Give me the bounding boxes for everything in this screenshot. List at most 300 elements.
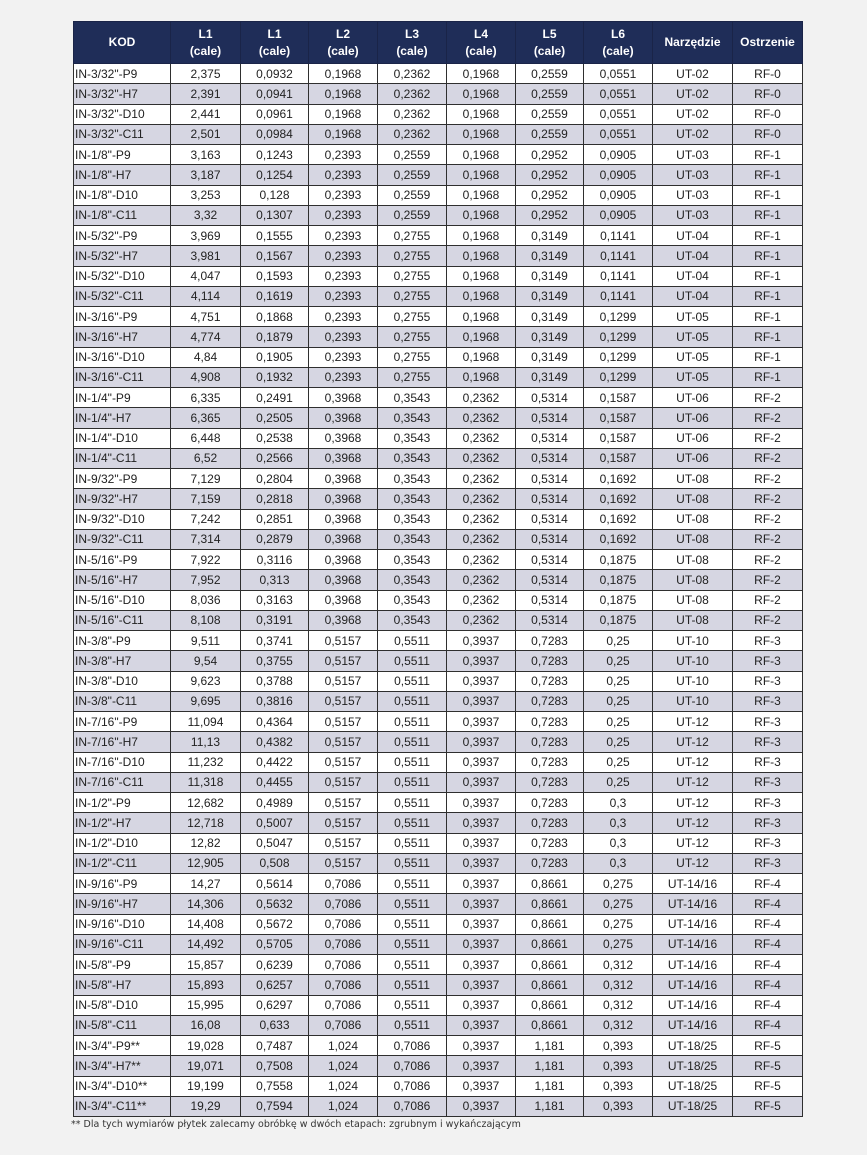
- column-header-label: Ostrzenie: [740, 35, 795, 49]
- cell-code: IN-1/4"-D10: [74, 428, 171, 448]
- table-cell: UT-02: [653, 64, 733, 84]
- table-cell: 7,242: [171, 509, 241, 529]
- table-cell: 0,1299: [584, 347, 653, 367]
- table-cell: 0,7086: [309, 894, 378, 914]
- table-cell: 0,3937: [447, 934, 516, 954]
- table-cell: RF-2: [733, 388, 803, 408]
- table-cell: 0,3968: [309, 408, 378, 428]
- table-cell: 9,695: [171, 691, 241, 711]
- column-header-2: [241, 22, 309, 64]
- table-cell: RF-1: [733, 327, 803, 347]
- cell-code: IN-1/4"-C11: [74, 448, 171, 468]
- table-cell: 1,024: [309, 1096, 378, 1116]
- table-cell: RF-1: [733, 286, 803, 306]
- table-cell: 0,3937: [447, 914, 516, 934]
- table-cell: 0,2393: [309, 165, 378, 185]
- column-header-label: L1: [198, 26, 213, 41]
- table-cell: RF-2: [733, 550, 803, 570]
- table-cell: RF-2: [733, 570, 803, 590]
- table-cell: RF-2: [733, 489, 803, 509]
- table-cell: 0,3937: [447, 651, 516, 671]
- cell-code: IN-1/8"-H7: [74, 165, 171, 185]
- table-cell: 0,5614: [241, 874, 309, 894]
- cell-code: IN-3/8"-D10: [74, 671, 171, 691]
- cell-code: IN-5/16"-D10: [74, 590, 171, 610]
- cell-code: IN-3/4"-P9**: [74, 1036, 171, 1056]
- table-cell: 0,8661: [516, 1015, 584, 1035]
- table-cell: 2,501: [171, 124, 241, 144]
- table-row: [74, 388, 803, 408]
- table-cell: 12,718: [171, 813, 241, 833]
- table-cell: 2,391: [171, 84, 241, 104]
- table-cell: 9,623: [171, 671, 241, 691]
- table-cell: 3,163: [171, 145, 241, 165]
- table-cell: RF-4: [733, 914, 803, 934]
- table-cell: 1,181: [516, 1036, 584, 1056]
- table-cell: 0,7283: [516, 631, 584, 651]
- table-cell: 11,094: [171, 712, 241, 732]
- table-cell: 6,448: [171, 428, 241, 448]
- table-cell: RF-2: [733, 428, 803, 448]
- cell-code: IN-3/4"-H7**: [74, 1056, 171, 1076]
- table-cell: 0,5632: [241, 894, 309, 914]
- table-cell: RF-2: [733, 529, 803, 549]
- table-cell: 0,312: [584, 955, 653, 975]
- table-cell: 0,5157: [309, 772, 378, 792]
- column-header-unit: (cale): [465, 43, 497, 58]
- header-row: [74, 22, 803, 64]
- table-cell: 15,995: [171, 995, 241, 1015]
- table-cell: 0,25: [584, 712, 653, 732]
- table-cell: UT-04: [653, 286, 733, 306]
- table-row: [74, 570, 803, 590]
- table-cell: UT-10: [653, 651, 733, 671]
- table-row: [74, 813, 803, 833]
- table-cell: 0,1968: [447, 124, 516, 144]
- table-cell: 0,3968: [309, 388, 378, 408]
- table-cell: 0,2559: [378, 185, 447, 205]
- table-cell: 0,2362: [447, 489, 516, 509]
- table-cell: 0,2393: [309, 145, 378, 165]
- table-cell: RF-2: [733, 590, 803, 610]
- table-cell: 0,5157: [309, 691, 378, 711]
- table-cell: UT-12: [653, 752, 733, 772]
- table-cell: 0,4989: [241, 793, 309, 813]
- table-cell: 0,3937: [447, 833, 516, 853]
- table-cell: 2,375: [171, 64, 241, 84]
- table-cell: UT-02: [653, 84, 733, 104]
- table-cell: 0,3788: [241, 671, 309, 691]
- table-cell: 0,2393: [309, 367, 378, 387]
- table-cell: RF-3: [733, 853, 803, 873]
- table-row: [74, 651, 803, 671]
- table-cell: RF-3: [733, 793, 803, 813]
- table-cell: 0,2755: [378, 327, 447, 347]
- table-cell: 1,024: [309, 1076, 378, 1096]
- table-cell: RF-4: [733, 874, 803, 894]
- table-cell: 0,2505: [241, 408, 309, 428]
- table-cell: 0,7283: [516, 813, 584, 833]
- table-row: [74, 469, 803, 489]
- table-cell: 0,3937: [447, 874, 516, 894]
- table-cell: RF-4: [733, 955, 803, 975]
- table-cell: 4,84: [171, 347, 241, 367]
- table-cell: 0,2559: [378, 205, 447, 225]
- table-cell: 0,7558: [241, 1076, 309, 1096]
- table-cell: 12,905: [171, 853, 241, 873]
- table-cell: 0,8661: [516, 995, 584, 1015]
- table-cell: 0,2538: [241, 428, 309, 448]
- table-cell: UT-14/16: [653, 914, 733, 934]
- table-cell: 0,2393: [309, 286, 378, 306]
- table-cell: UT-02: [653, 104, 733, 124]
- table-cell: 0,5157: [309, 631, 378, 651]
- table-cell: UT-18/25: [653, 1036, 733, 1056]
- table-cell: 0,1968: [447, 226, 516, 246]
- table-row: [74, 712, 803, 732]
- table-cell: 0,0961: [241, 104, 309, 124]
- table-cell: 7,159: [171, 489, 241, 509]
- table-cell: 0,3: [584, 833, 653, 853]
- table-cell: 0,5511: [378, 671, 447, 691]
- cell-code: IN-1/4"-H7: [74, 408, 171, 428]
- table-cell: 1,024: [309, 1036, 378, 1056]
- table-cell: UT-06: [653, 408, 733, 428]
- table-cell: 1,181: [516, 1076, 584, 1096]
- table-cell: 0,3149: [516, 286, 584, 306]
- table-cell: RF-5: [733, 1096, 803, 1116]
- table-cell: RF-3: [733, 651, 803, 671]
- table-cell: 0,7086: [309, 934, 378, 954]
- table-cell: 0,2952: [516, 165, 584, 185]
- table-row: [74, 955, 803, 975]
- table-cell: 0,0905: [584, 165, 653, 185]
- table-cell: 0,3543: [378, 448, 447, 468]
- cell-code: IN-3/32"-D10: [74, 104, 171, 124]
- table-cell: 0,7283: [516, 671, 584, 691]
- table-cell: 0,7086: [309, 874, 378, 894]
- cell-code: IN-1/2"-D10: [74, 833, 171, 853]
- table-cell: UT-12: [653, 833, 733, 853]
- table-cell: 0,1299: [584, 367, 653, 387]
- table-cell: 0,2755: [378, 266, 447, 286]
- table-cell: RF-3: [733, 752, 803, 772]
- table-cell: 0,128: [241, 185, 309, 205]
- table-cell: 0,1692: [584, 469, 653, 489]
- table-cell: 0,3149: [516, 246, 584, 266]
- table-cell: 0,5157: [309, 813, 378, 833]
- table-cell: 0,7086: [309, 955, 378, 975]
- table-cell: 0,5314: [516, 469, 584, 489]
- table-cell: 6,52: [171, 448, 241, 468]
- table-cell: 0,3543: [378, 408, 447, 428]
- table-cell: 2,441: [171, 104, 241, 124]
- table-row: [74, 793, 803, 813]
- table-cell: 7,314: [171, 529, 241, 549]
- table-cell: UT-05: [653, 347, 733, 367]
- table-cell: 12,682: [171, 793, 241, 813]
- table-cell: 0,2362: [447, 590, 516, 610]
- table-cell: 0,5511: [378, 894, 447, 914]
- table-cell: UT-12: [653, 712, 733, 732]
- table-cell: 0,312: [584, 975, 653, 995]
- table-row: [74, 84, 803, 104]
- table-cell: 0,1141: [584, 286, 653, 306]
- table-cell: 0,25: [584, 772, 653, 792]
- table-cell: 0,1968: [447, 347, 516, 367]
- table-cell: 0,1968: [447, 84, 516, 104]
- table-cell: 0,4364: [241, 712, 309, 732]
- table-cell: RF-5: [733, 1056, 803, 1076]
- column-header-3: [309, 22, 378, 64]
- table-cell: 0,0551: [584, 104, 653, 124]
- table-cell: RF-1: [733, 246, 803, 266]
- table-cell: 0,7086: [309, 975, 378, 995]
- table-cell: RF-4: [733, 934, 803, 954]
- column-header-unit: (cale): [327, 43, 359, 58]
- table-cell: 0,0551: [584, 84, 653, 104]
- table-row: [74, 205, 803, 225]
- table-cell: 0,1905: [241, 347, 309, 367]
- table-cell: 0,2755: [378, 347, 447, 367]
- table-cell: 0,2362: [447, 509, 516, 529]
- table-cell: 0,3191: [241, 610, 309, 630]
- table-cell: 0,7086: [378, 1056, 447, 1076]
- table-cell: 0,1587: [584, 428, 653, 448]
- table-cell: 0,1692: [584, 509, 653, 529]
- table-cell: 0,5314: [516, 509, 584, 529]
- table-cell: 0,3163: [241, 590, 309, 610]
- table-cell: 0,1692: [584, 489, 653, 509]
- table-cell: 0,5157: [309, 853, 378, 873]
- table-cell: 0,1141: [584, 226, 653, 246]
- table-cell: 0,7508: [241, 1056, 309, 1076]
- table-cell: UT-06: [653, 388, 733, 408]
- table-row: [74, 165, 803, 185]
- table-cell: 0,2393: [309, 266, 378, 286]
- cell-code: IN-3/16"-H7: [74, 327, 171, 347]
- table-cell: 0,275: [584, 934, 653, 954]
- table-cell: 0,3937: [447, 1076, 516, 1096]
- column-header-4: [378, 22, 447, 64]
- table-row: [74, 853, 803, 873]
- table-cell: 0,5511: [378, 772, 447, 792]
- column-header-8: [653, 22, 733, 64]
- table-cell: 0,275: [584, 894, 653, 914]
- cell-code: IN-3/16"-P9: [74, 307, 171, 327]
- table-cell: 0,7086: [309, 914, 378, 934]
- table-cell: 0,3543: [378, 610, 447, 630]
- table-cell: 0,508: [241, 853, 309, 873]
- table-cell: 14,492: [171, 934, 241, 954]
- table-cell: 16,08: [171, 1015, 241, 1035]
- table-cell: 0,3543: [378, 570, 447, 590]
- cell-code: IN-9/16"-P9: [74, 874, 171, 894]
- dimensions-table-container: [73, 21, 802, 1117]
- table-cell: RF-0: [733, 124, 803, 144]
- table-row: [74, 489, 803, 509]
- table-cell: 0,3937: [447, 671, 516, 691]
- table-cell: 0,2362: [447, 388, 516, 408]
- table-cell: 0,3968: [309, 529, 378, 549]
- table-cell: RF-1: [733, 145, 803, 165]
- table-cell: RF-0: [733, 104, 803, 124]
- table-cell: RF-3: [733, 691, 803, 711]
- table-cell: 0,5705: [241, 934, 309, 954]
- table-cell: 0,1587: [584, 388, 653, 408]
- table-cell: 0,5157: [309, 732, 378, 752]
- table-cell: 0,5314: [516, 388, 584, 408]
- column-header-label: Narzędzie: [664, 35, 721, 49]
- table-cell: RF-3: [733, 671, 803, 691]
- cell-code: IN-1/4"-P9: [74, 388, 171, 408]
- table-cell: UT-14/16: [653, 934, 733, 954]
- table-cell: 0,313: [241, 570, 309, 590]
- table-cell: 0,2755: [378, 367, 447, 387]
- table-row: [74, 104, 803, 124]
- table-cell: 0,4422: [241, 752, 309, 772]
- table-cell: 0,3968: [309, 590, 378, 610]
- table-cell: RF-2: [733, 448, 803, 468]
- table-cell: RF-2: [733, 509, 803, 529]
- table-cell: UT-03: [653, 185, 733, 205]
- table-cell: 0,5157: [309, 793, 378, 813]
- table-cell: 0,633: [241, 1015, 309, 1035]
- table-cell: 0,3149: [516, 307, 584, 327]
- table-cell: 4,114: [171, 286, 241, 306]
- table-cell: 0,3937: [447, 1056, 516, 1076]
- table-cell: 9,54: [171, 651, 241, 671]
- table-cell: 0,393: [584, 1036, 653, 1056]
- cell-code: IN-3/32"-C11: [74, 124, 171, 144]
- table-cell: 0,1875: [584, 590, 653, 610]
- table-cell: 0,3937: [447, 1096, 516, 1116]
- table-cell: 0,5007: [241, 813, 309, 833]
- table-cell: 0,3937: [447, 975, 516, 995]
- table-cell: 0,1968: [447, 266, 516, 286]
- table-cell: 1,181: [516, 1056, 584, 1076]
- table-cell: 0,3543: [378, 509, 447, 529]
- table-cell: 0,25: [584, 752, 653, 772]
- table-cell: 0,1141: [584, 246, 653, 266]
- table-cell: 0,1587: [584, 408, 653, 428]
- table-cell: UT-10: [653, 631, 733, 651]
- cell-code: IN-5/8"-P9: [74, 955, 171, 975]
- cell-code: IN-3/4"-D10**: [74, 1076, 171, 1096]
- table-cell: 0,5511: [378, 975, 447, 995]
- cell-code: IN-9/32"-P9: [74, 469, 171, 489]
- table-cell: 0,1968: [447, 165, 516, 185]
- table-cell: 12,82: [171, 833, 241, 853]
- table-row: [74, 428, 803, 448]
- table-cell: RF-3: [733, 631, 803, 651]
- table-cell: 0,3543: [378, 590, 447, 610]
- table-cell: RF-1: [733, 205, 803, 225]
- table-row: [74, 610, 803, 630]
- table-cell: 0,8661: [516, 894, 584, 914]
- table-cell: 0,2362: [378, 104, 447, 124]
- column-header-label: L2: [335, 26, 350, 41]
- table-cell: 0,0941: [241, 84, 309, 104]
- table-cell: UT-14/16: [653, 995, 733, 1015]
- table-row: [74, 448, 803, 468]
- table-cell: 0,3968: [309, 610, 378, 630]
- table-cell: 0,1587: [584, 448, 653, 468]
- table-row: [74, 631, 803, 651]
- table-cell: 0,3937: [447, 1036, 516, 1056]
- table-cell: UT-03: [653, 205, 733, 225]
- table-cell: 1,024: [309, 1056, 378, 1076]
- table-cell: 0,2362: [447, 408, 516, 428]
- column-header-7: [584, 22, 653, 64]
- table-cell: 0,3149: [516, 347, 584, 367]
- table-cell: 0,2362: [447, 550, 516, 570]
- table-cell: 0,275: [584, 914, 653, 934]
- cell-code: IN-3/32"-H7: [74, 84, 171, 104]
- table-row: [74, 408, 803, 428]
- table-row: [74, 226, 803, 246]
- table-cell: 0,3937: [447, 1015, 516, 1035]
- cell-code: IN-5/16"-C11: [74, 610, 171, 630]
- cell-code: IN-1/8"-C11: [74, 205, 171, 225]
- table-cell: 0,0932: [241, 64, 309, 84]
- table-cell: 0,3968: [309, 550, 378, 570]
- table-row: [74, 1036, 803, 1056]
- cell-code: IN-5/32"-C11: [74, 286, 171, 306]
- table-row: [74, 772, 803, 792]
- table-cell: 0,1968: [309, 124, 378, 144]
- table-cell: 0,7487: [241, 1036, 309, 1056]
- table-cell: 0,5314: [516, 590, 584, 610]
- table-cell: UT-10: [653, 691, 733, 711]
- table-row: [74, 995, 803, 1015]
- table-cell: 0,7086: [378, 1096, 447, 1116]
- column-header-5: [447, 22, 516, 64]
- table-cell: 0,5511: [378, 631, 447, 651]
- table-cell: 0,5157: [309, 651, 378, 671]
- table-cell: 0,3816: [241, 691, 309, 711]
- table-cell: 0,3: [584, 813, 653, 833]
- table-row: [74, 145, 803, 165]
- table-cell: UT-03: [653, 145, 733, 165]
- table-cell: 0,25: [584, 691, 653, 711]
- table-cell: RF-3: [733, 772, 803, 792]
- cell-code: IN-5/16"-P9: [74, 550, 171, 570]
- table-cell: 0,1141: [584, 266, 653, 286]
- table-cell: 0,2393: [309, 205, 378, 225]
- table-cell: 0,4382: [241, 732, 309, 752]
- table-cell: 3,981: [171, 246, 241, 266]
- table-cell: 0,6257: [241, 975, 309, 995]
- table-cell: 0,3937: [447, 793, 516, 813]
- table-cell: 15,857: [171, 955, 241, 975]
- table-cell: 0,3543: [378, 469, 447, 489]
- table-cell: RF-2: [733, 610, 803, 630]
- table-cell: 0,6239: [241, 955, 309, 975]
- table-cell: 0,7283: [516, 651, 584, 671]
- table-cell: RF-1: [733, 367, 803, 387]
- table-cell: 0,5511: [378, 732, 447, 752]
- column-header-label: L3: [404, 26, 419, 41]
- table-row: [74, 1056, 803, 1076]
- table-cell: 0,3968: [309, 489, 378, 509]
- table-cell: 0,2362: [447, 469, 516, 489]
- table-row: [74, 327, 803, 347]
- table-cell: 3,253: [171, 185, 241, 205]
- table-cell: 7,129: [171, 469, 241, 489]
- table-cell: 0,3116: [241, 550, 309, 570]
- table-cell: 0,7283: [516, 712, 584, 732]
